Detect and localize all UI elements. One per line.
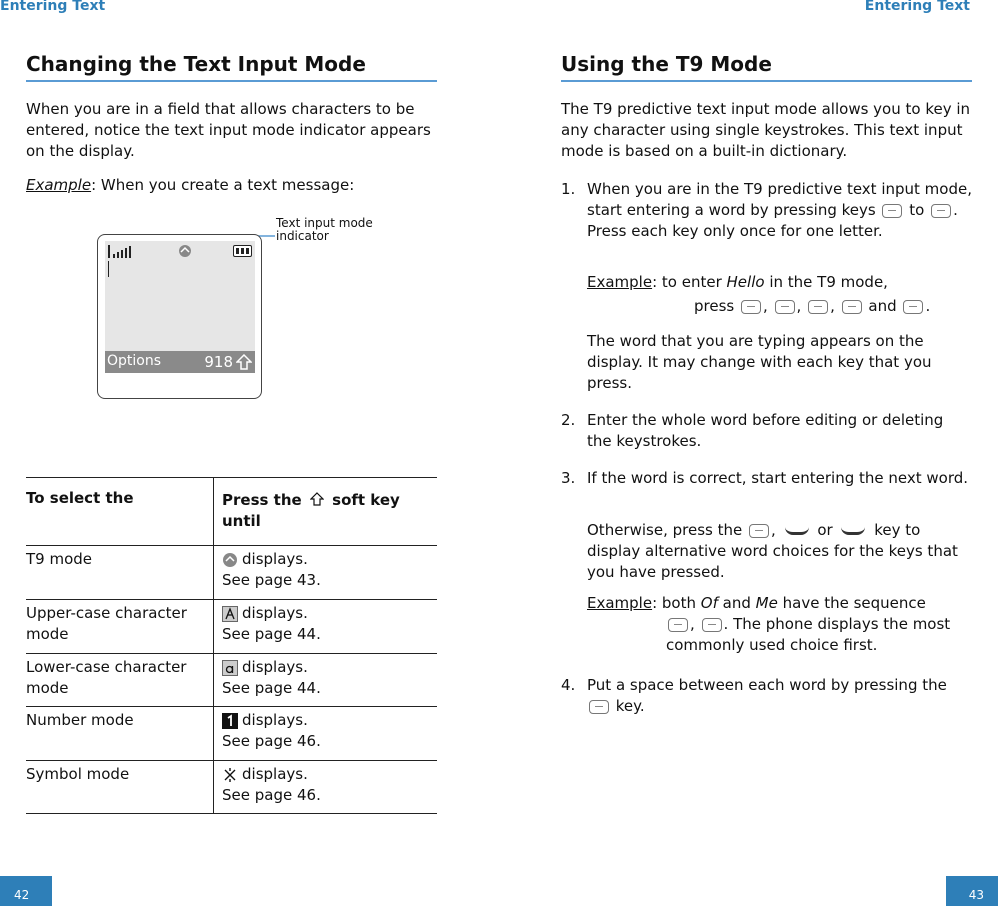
step-1-note: The word that you are typing appears on the display. It may change with each key that you press. [587,332,932,392]
example-1: Example: to enter Hello in the T9 mode, [587,273,888,291]
key-6-icon [668,618,688,632]
t9-mode-icon [222,552,238,568]
right-page-number: 43 [968,888,984,902]
soft-key-bar [105,351,255,373]
right-intro: The T9 predictive text input mode allows you to key in any character using single keystrokes. This text input mode is based on a built-in dictionary. [561,100,971,160]
key-9-icon [931,204,951,218]
signal-icon [108,245,138,259]
table-row-mode: Upper-case character mode [26,604,187,643]
left-intro: When you are in a field that allows characters to be entered, notice the text input mode indicator appears on the display. [26,100,431,160]
example-label: Example [26,176,92,194]
step-1-text: When you are in the T9 predictive text input mode, start entering a word by pressing keys to . Press each key only once for one letter. [587,180,972,240]
step-2-text: Enter the whole word before editing or deleting the keystrokes. [587,411,944,450]
table-row-mode: Symbol mode [26,765,130,783]
shift-icon [236,354,252,370]
table-row-result: displays. See page 43. [222,550,321,589]
table-column-rule [213,477,214,814]
key-5-icon [842,300,862,314]
phone-display-illustration [97,234,262,399]
step-3-text: If the word is correct, start entering the next word. [587,469,969,487]
battery-icon [233,245,253,257]
step-2-number: 2. [561,411,576,429]
right-section-title: Using the T9 Mode [561,52,772,76]
table-row-result: displays. See page 44. [222,658,321,697]
left-section-title: Changing the Text Input Mode [26,52,366,76]
table-bottom-rule [26,813,437,814]
example-2-detail: , . The phone displays the most commonly used choice first. [666,615,951,654]
key-3-icon [702,618,722,632]
step-4-number: 4. [561,676,576,694]
table-row-result: displays. See page 46. [222,711,321,750]
step-3-number: 3. [561,469,576,487]
key-6-icon [903,300,923,314]
nav-down-key-icon [841,527,865,535]
table-row-result: displays. See page 46. [222,765,321,804]
options-softkey[interactable]: Options [107,353,162,369]
lower-case-icon [222,660,238,676]
key-4-icon [741,300,761,314]
example-text: : When you create a text message: [91,176,355,194]
text-cursor [108,261,109,277]
char-counter: 918 [204,353,233,371]
number-mode-icon [222,713,238,729]
shift-icon [310,492,324,506]
key-0-icon [749,524,769,538]
table-row-result: displays. See page 44. [222,604,321,643]
phone-screen [105,241,255,373]
callout-label: Text input mode indicator [276,216,373,243]
table-top-rule [26,477,437,478]
table-header-rule [26,545,437,546]
key-3-icon [775,300,795,314]
right-running-header: Entering Text [864,0,970,14]
table-header-col2: Press the soft key until [222,491,400,530]
step-1-number: 1. [561,180,576,198]
left-page-number: 42 [14,888,30,902]
example-2: Example: both Of and Me have the sequence [587,594,926,612]
upper-case-icon [222,606,238,622]
right-title-rule [561,80,972,82]
table-row-rule [26,653,437,654]
key-5-icon [808,300,828,314]
left-title-rule [26,80,437,82]
table-header-col1: To select the [26,489,134,507]
left-example [26,175,438,196]
table-row-mode: Number mode [26,711,134,729]
left-running-header: Entering Text [0,0,106,14]
step-4-text: Put a space between each word by pressing the key. [587,676,947,715]
table-row-mode: Lower-case character mode [26,658,187,697]
key-hash-icon [589,700,609,714]
table-row-rule [26,599,437,600]
example-1-keys: press , , , and . [694,297,931,315]
nav-up-key-icon [785,527,809,535]
left-page-number-tab [0,876,52,906]
step-3-otherwise: Otherwise, press the , or key to display alternative word choices for the keys that you have pressed. [587,521,958,581]
t9-mode-icon [177,244,193,258]
table-row-rule [26,760,437,761]
table-row-rule [26,706,437,707]
symbol-mode-icon [222,767,238,783]
right-page-number-tab [946,876,998,906]
table-row-mode: T9 mode [26,550,93,568]
key-2-icon [882,204,902,218]
